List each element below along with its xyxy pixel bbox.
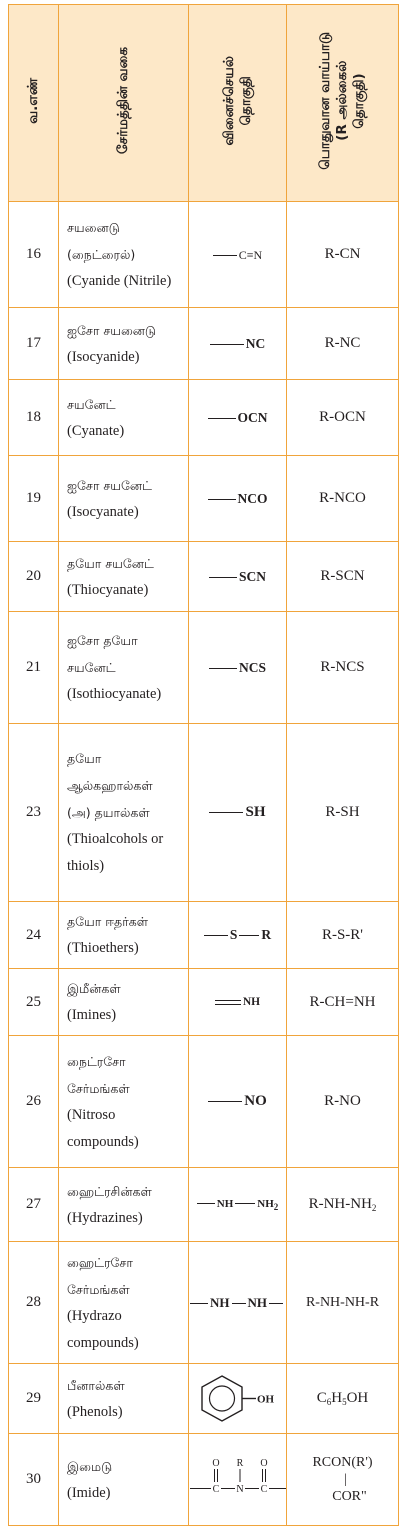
table-row (9, 1036, 399, 1168)
functional-group (189, 380, 287, 456)
row-number: 25 (9, 969, 59, 1036)
row-number: 24 (9, 902, 59, 969)
english-name: (Thiocyanate) (67, 581, 149, 598)
bond-line (190, 1303, 208, 1304)
tamil-name: சயனைடு (நைட்ரைல்) (67, 220, 136, 262)
bond-line (239, 935, 259, 936)
tamil-name: தயோ சயனேட் (67, 555, 154, 571)
general-formula: $R-NH-NH_2$ (287, 1168, 399, 1242)
group-text: NO (244, 1093, 267, 1109)
compound-name (59, 724, 189, 902)
row-number: 29 (9, 1364, 59, 1434)
functional-group (189, 456, 287, 542)
functional-group (189, 969, 287, 1036)
group-text-a: NH (216, 1197, 234, 1210)
bond-line (209, 812, 243, 813)
bond-line (210, 344, 244, 345)
table-row (9, 1242, 399, 1364)
general-formula: R-SCN (287, 542, 399, 612)
table-row (9, 969, 399, 1036)
general-formula: RCON(R') | COR" (287, 1434, 399, 1526)
english-name: (Cyanide (Nitrile) (67, 273, 172, 289)
compound-name (59, 202, 189, 308)
english-name: (Hydrazo compounds) (67, 1307, 139, 1351)
aromatic-circle (209, 1386, 234, 1411)
table-row (9, 724, 399, 902)
double-bond (215, 1000, 241, 1005)
group-text: NCO (237, 490, 268, 506)
functional-group (189, 902, 287, 969)
phenol-structure (196, 1373, 280, 1425)
carbon-label: C (260, 1483, 267, 1495)
general-formula: R-CH=NH (287, 969, 399, 1036)
tamil-name: தயோ ஈதர்கள் (67, 914, 148, 929)
row-number: 20 (9, 542, 59, 612)
functional-group (189, 1434, 287, 1526)
oxygen-label: O (211, 1457, 220, 1469)
row-number: 21 (9, 612, 59, 724)
functional-groups-table (8, 4, 399, 1526)
functional-group (189, 308, 287, 380)
table-row (9, 1168, 399, 1242)
table-row (9, 542, 399, 612)
compound-name (59, 1434, 189, 1526)
group-subscript: 2 (273, 1201, 279, 1212)
group-text: NH (242, 996, 261, 1008)
row-number: 18 (9, 380, 59, 456)
functional-group (189, 1168, 287, 1242)
row-number: 27 (9, 1168, 59, 1242)
general-formula: $C_6H_5OH$ (287, 1364, 399, 1434)
bond-line (204, 935, 228, 936)
general-formula: R-CN (287, 202, 399, 308)
nitrogen-label: N (235, 1483, 244, 1495)
carbon-label: C (212, 1483, 219, 1495)
row-number: 30 (9, 1434, 59, 1526)
bond-line (209, 668, 237, 669)
compound-name (59, 542, 189, 612)
general-formula: R-NCS (287, 612, 399, 724)
group-text: SH (245, 804, 266, 820)
general-formula: R-S-R' (287, 902, 399, 969)
english-name: (Imide) (67, 1484, 111, 1501)
group-text: OCN (237, 409, 268, 425)
table-row (9, 1364, 399, 1434)
functional-group (189, 1242, 287, 1364)
compound-name (59, 1242, 189, 1364)
tamil-name: சயனேட் (67, 396, 116, 412)
tamil-name: பீனால்கள் (67, 1377, 125, 1393)
bond-line (235, 1203, 255, 1204)
imide-structure (190, 1452, 286, 1508)
compound-name (59, 969, 189, 1036)
row-number: 17 (9, 308, 59, 380)
row-number: 23 (9, 724, 59, 902)
group-text: SCN (238, 568, 266, 584)
english-name: (Nitroso compounds) (67, 1106, 139, 1150)
r-label: R (236, 1457, 243, 1469)
bond-line (269, 1303, 283, 1304)
general-formula: R-SH (287, 724, 399, 902)
bond-line (213, 255, 237, 256)
group-text-a: NH (210, 1294, 230, 1310)
compound-name (59, 456, 189, 542)
table-row (9, 456, 399, 542)
header-no: வ.எண் (9, 5, 59, 202)
oxygen-label: O (259, 1457, 268, 1469)
group-text-a: S (229, 927, 238, 942)
bond-line (197, 1203, 215, 1204)
group-text-b: R (261, 927, 272, 942)
table-row (9, 902, 399, 969)
tamil-name: ஹைட்ரசோ சேர்மங்கள் (67, 1254, 133, 1297)
functional-group (189, 1036, 287, 1168)
english-name: (Phenols) (67, 1403, 123, 1420)
compound-name (59, 308, 189, 380)
general-formula: R-NCO (287, 456, 399, 542)
tamil-name: ஐசோ சயனேட் (67, 477, 152, 493)
table-row (9, 612, 399, 724)
table-row (9, 1434, 399, 1526)
tamil-name: இமீன்கள் (67, 981, 121, 996)
row-number: 26 (9, 1036, 59, 1168)
group-text: OH (256, 1393, 274, 1405)
tamil-name: நைட்ரசோ சேர்மங்கள் (67, 1053, 130, 1096)
english-name: (Hydrazines) (67, 1209, 143, 1226)
group-text: NC (245, 335, 266, 351)
compound-name (59, 1168, 189, 1242)
table-row (9, 308, 399, 380)
group-text: C≡N (238, 247, 263, 262)
tamil-name: ஹைட்ரசின்கள் (67, 1183, 152, 1199)
tamil-name: இமைடு (67, 1458, 113, 1474)
group-text-b: NH (247, 1294, 267, 1310)
header-compound-type: சேர்மத்தின் வகை (59, 5, 189, 202)
bond-line (209, 577, 237, 578)
compound-name (59, 1036, 189, 1168)
functional-group (189, 1364, 287, 1434)
english-name: (Imines) (67, 1007, 117, 1023)
group-text-b: NH (257, 1197, 274, 1210)
general-formula: R-OCN (287, 380, 399, 456)
english-name: (Isothiocyanate) (67, 686, 162, 702)
row-number: 19 (9, 456, 59, 542)
group-text: NCS (238, 659, 266, 675)
compound-name (59, 612, 189, 724)
general-formula: R-NO (287, 1036, 399, 1168)
tamil-name: தயோ ஆல்கஹால்கள் (அ) தயால்கள் (67, 751, 153, 820)
bond-line (232, 1303, 246, 1304)
english-name: (Thioalcohols or thiols) (67, 831, 164, 874)
compound-name (59, 1364, 189, 1434)
general-formula: R-NC (287, 308, 399, 380)
header-row (9, 5, 399, 202)
row-number: 28 (9, 1242, 59, 1364)
english-name: (Isocyanide) (67, 348, 140, 365)
functional-group (189, 202, 287, 308)
english-name: (Cyanate) (67, 422, 125, 439)
functional-group (189, 612, 287, 724)
bond-line (208, 418, 236, 419)
functional-group (189, 542, 287, 612)
english-name: (Thioethers) (67, 940, 139, 956)
tamil-name: ஐசோ சயனைடு (67, 322, 157, 338)
table-row (9, 380, 399, 456)
header-functional-group: வினைச்செயல் தொகுதி (189, 5, 287, 202)
benzene-ring (202, 1376, 242, 1421)
bond-line (208, 1101, 242, 1102)
compound-name (59, 380, 189, 456)
general-formula: R-NH-NH-R (287, 1242, 399, 1364)
bond-line (208, 499, 236, 500)
english-name: (Isocyanate) (67, 503, 139, 520)
header-general-formula: பொதுவான வாய்பாடு (R அல்கைல் தொகுதி) (287, 5, 399, 202)
tamil-name: ஐசோ தயோ சயனேட் (67, 633, 138, 675)
table-row (9, 202, 399, 308)
functional-group (189, 724, 287, 902)
row-number: 16 (9, 202, 59, 308)
compound-name (59, 902, 189, 969)
